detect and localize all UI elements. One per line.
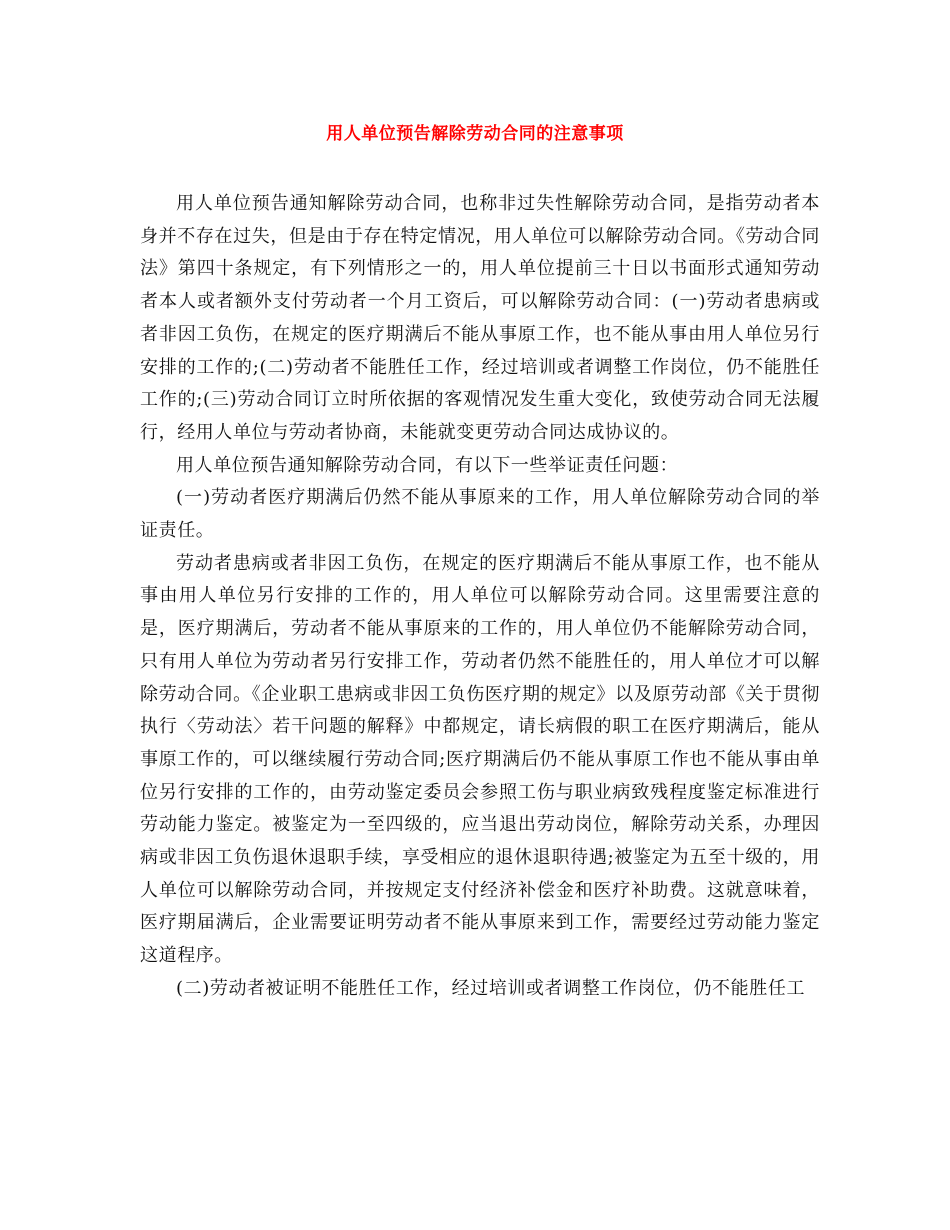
paragraph: (二)劳动者被证明不能胜任工作，经过培训或者调整工作岗位，仍不能胜任工 (176, 977, 806, 999)
paragraph: (一)劳动者医疗期满后仍然不能从事原来的工作，用人单位解除劳动合同的举证责任。 (140, 487, 820, 542)
document-title: 用人单位预告解除劳动合同的注意事项 (326, 124, 624, 144)
paragraph: 用人单位预告通知解除劳动合同，也称非过失性解除劳动合同，是指劳动者本身并不存在过失，但是由于存在特定情况，用人单位可以解除劳动合同。《劳动合同法》第四十条规定，有下列情形之一的，用人单位提前三十日以书面形式通知劳动者本人或者额外支付劳动者一个月工资后，可以解除劳动合同：(一)劳动者患病或者非因工负伤，在规定的医疗期满后不能从事原工作，也不能从事由用人单位另行安排的工作的;(二)劳动者不能胜任工作，经过培训或者调整工作岗位，仍不能胜任工作的;(三)劳动合同订立时所依据的客观情况发生重大变化，致使劳动合同无法履行，经用人单位与劳动者协商，未能就变更劳动合同达成协议的。 (140, 193, 820, 443)
paragraph: 劳动者患病或者非因工负伤，在规定的医疗期满后不能从事原工作，也不能从事由用人单位另行安排的工作的，用人单位可以解除劳动合同。这里需要注意的是，医疗期满后，劳动者不能从事原来的工作的，用人单位仍不能解除劳动合同，只有用人单位为劳动者另行安排工作，劳动者仍然不能胜任的，用人单位才可以解除劳动合同。《企业职工患病或非因工负伤医疗期的规定》以及原劳动部《关于贯彻执行〈劳动法〉若干问题的解释》中都规定，请长病假的职工在医疗期满后，能从事原工作的，可以继续履行劳动合同;医疗期满后仍不能从事原工作也不能从事由单位另行安排的工作的，由劳动鉴定委员会参照工伤与职业病致残程度鉴定标准进行劳动能力鉴定。被鉴定为一至四级的，应当退出劳动岗位，解除劳动关系，办理因病或非因工负伤退休退职手续，享受相应的退休退职待遇;被鉴定为五至十级的，用人单位可以解除劳动合同，并按规定支付经济补偿金和医疗补助费。这就意味着，医疗期届满后，企业需要证明劳动者不能从事原来到工作，需要经过劳动能力鉴定这道程序。 (140, 552, 820, 967)
paragraph: 用人单位预告通知解除劳动合同，有以下一些举证责任问题： (176, 454, 679, 476)
document-body (140, 188, 820, 1006)
